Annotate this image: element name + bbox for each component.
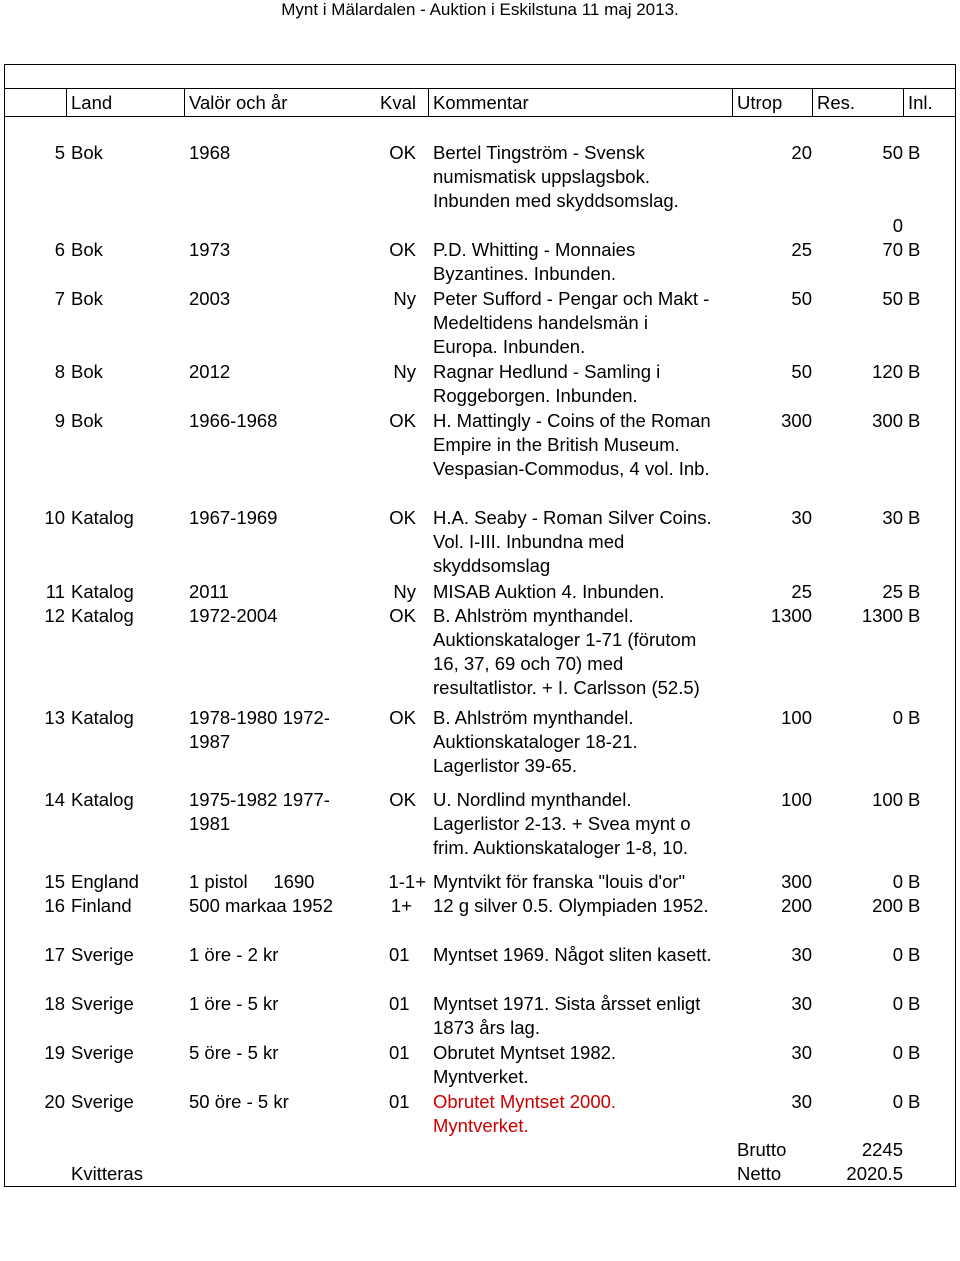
brutto-label: Brutto [737, 1139, 787, 1160]
land-cell: Katalog [71, 581, 134, 602]
comment-line: Lagerlistor 39-65. [433, 755, 577, 776]
res-cell: 30 [882, 507, 903, 528]
res-cell: 0 [892, 707, 903, 728]
kval-cell: 01 [389, 993, 410, 1014]
kval-cell: OK [389, 707, 416, 728]
res-cell: 0 [892, 1091, 903, 1112]
comment-line: B. Ahlström mynthandel. [433, 605, 634, 626]
valor-cell: 5 öre - 5 kr [189, 1042, 279, 1063]
kval-cell: OK [389, 789, 416, 810]
header-divider [184, 88, 185, 116]
land-cell: Sverige [71, 1091, 134, 1112]
res-cell: 1300 [861, 605, 903, 626]
valor-cell: 1966-1968 [189, 410, 278, 431]
comment-line: Vespasian-Commodus, 4 vol. Inb. [433, 458, 710, 479]
lot-number: 11 [45, 581, 65, 602]
lot-number: 13 [44, 707, 65, 728]
utrop-cell: 50 [791, 361, 812, 382]
lot-number: 7 [54, 288, 65, 309]
land-cell: Bok [71, 142, 103, 163]
utrop-cell: 30 [791, 1042, 812, 1063]
header-res: Res. [817, 92, 856, 113]
valor-cell: 2012 [189, 361, 231, 382]
header-valor: Valör och år [189, 92, 288, 113]
res-cell: 300 [872, 410, 903, 431]
res-cell: 50 [882, 288, 903, 309]
comment-line: Auktionskataloger 18-21. [433, 731, 638, 752]
comment-line: 12 g silver 0.5. Olympiaden 1952. [433, 895, 709, 916]
valor-cell: 50 öre - 5 kr [189, 1091, 289, 1112]
res-cell: 50 [882, 142, 903, 163]
valor-cell: 1975-1982 1977- [189, 789, 330, 810]
res-cell: 70 [882, 239, 903, 260]
lot-number: 8 [54, 361, 65, 382]
lot-number: 18 [44, 993, 65, 1014]
netto-label: Netto [737, 1163, 782, 1184]
res-cell: 0 [892, 1042, 903, 1063]
kval-cell: OK [389, 239, 416, 260]
lot-number: 19 [44, 1042, 65, 1063]
res-cell: 100 [872, 789, 903, 810]
comment-line: Roggeborgen. Inbunden. [433, 385, 638, 406]
utrop-cell: 200 [781, 895, 812, 916]
comment-line: Vol. I-III. Inbundna med [433, 531, 625, 552]
land-cell: Finland [71, 895, 132, 916]
header-divider [66, 88, 67, 116]
comment-line-highlighted: Obrutet Myntset 2000. [433, 1091, 617, 1112]
inl-cell: B [908, 605, 921, 626]
kval-cell: Ny [393, 581, 416, 602]
comment-line: Myntset 1971. Sista årsset enligt [433, 993, 701, 1014]
kval-cell: OK [389, 410, 416, 431]
comment-line: Bertel Tingström - Svensk [433, 142, 645, 163]
valor-cell: 1 öre - 2 kr [189, 944, 279, 965]
valor-cell: 1967-1969 [189, 507, 278, 528]
res-cell: 200 [872, 895, 903, 916]
kval-cell: 01 [389, 1091, 410, 1112]
lot-number: 15 [44, 871, 65, 892]
res-cell: 0 [892, 993, 903, 1014]
header-utrop: Utrop [737, 92, 783, 113]
lot-number: 12 [44, 605, 65, 626]
header-divider [732, 88, 733, 116]
inl-cell: B [908, 789, 921, 810]
comment-line-highlighted: Myntverket. [433, 1115, 529, 1136]
land-cell: Bok [71, 361, 103, 382]
inl-cell: B [908, 410, 921, 431]
comment-line: Myntverket. [433, 1066, 529, 1087]
res-cell: 25 [882, 581, 903, 602]
comment-line: H.A. Seaby - Roman Silver Coins. [433, 507, 712, 528]
kvitteras-label: Kvitteras [71, 1163, 143, 1184]
valor-cell: 1 öre - 5 kr [189, 993, 279, 1014]
valor-cell: 1973 [189, 239, 231, 260]
utrop-cell: 30 [791, 993, 812, 1014]
comment-line: Byzantines. Inbunden. [433, 263, 617, 284]
valor-cell: 2003 [189, 288, 231, 309]
kval-cell: Ny [393, 361, 416, 382]
lot-number: 20 [44, 1091, 65, 1112]
res-cell: 0 [892, 871, 903, 892]
header-divider [903, 88, 904, 116]
res-cell: 120 [872, 361, 903, 382]
utrop-cell: 300 [781, 871, 812, 892]
res-cell: 0 [892, 944, 903, 965]
land-cell: Katalog [71, 507, 134, 528]
utrop-cell: 100 [781, 707, 812, 728]
comment-line: Empire in the British Museum. [433, 434, 680, 455]
comment-line: B. Ahlström mynthandel. [433, 707, 634, 728]
comment-line: 1873 års lag. [433, 1017, 540, 1038]
comment-line: resultatlistor. + I. Carlsson (52.5) [433, 677, 700, 698]
valor-cell: 2011 [189, 581, 229, 602]
inl-cell: B [908, 1042, 921, 1063]
inl-cell: B [908, 239, 921, 260]
valor-cell: 1972-2004 [189, 605, 278, 626]
valor-cell: 500 markaa 1952 [189, 895, 333, 916]
inl-cell: B [908, 707, 921, 728]
valor-cell: 1968 [189, 142, 231, 163]
comment-line: U. Nordlind mynthandel. [433, 789, 632, 810]
kval-cell: 1-1+ [388, 871, 426, 892]
utrop-cell: 100 [781, 789, 812, 810]
land-cell: Sverige [71, 1042, 134, 1063]
inl-cell: B [908, 993, 921, 1014]
inl-cell: B [908, 507, 921, 528]
document-title: Mynt i Mälardalen - Auktion i Eskilstuna 11 maj 2013. [281, 0, 679, 19]
inl-cell: B [908, 288, 921, 309]
lot-number: 5 [54, 142, 65, 163]
land-cell: England [71, 871, 139, 892]
inl-cell: B [908, 142, 921, 163]
netto-value: 2020.5 [846, 1163, 903, 1184]
comment-line: Peter Sufford - Pengar och Makt - [433, 288, 710, 309]
land-cell: Sverige [71, 944, 134, 965]
land-cell: Bok [71, 410, 103, 431]
comment-line: Myntvikt för franska "louis d'or" [433, 871, 686, 892]
brutto-value: 2245 [861, 1139, 903, 1160]
kval-cell: 01 [389, 1042, 410, 1063]
comment-line: P.D. Whitting - Monnaies [433, 239, 636, 260]
header-top-divider [4, 88, 956, 89]
inl-cell: B [908, 361, 921, 382]
kval-cell: OK [389, 507, 416, 528]
utrop-cell: 30 [791, 944, 812, 965]
lot-number: 10 [44, 507, 65, 528]
land-cell: Katalog [71, 789, 134, 810]
header-bottom-divider [4, 116, 956, 117]
valor-cell: 1981 [189, 813, 231, 834]
inl-cell: B [908, 1091, 921, 1112]
kval-cell: Ny [393, 288, 416, 309]
utrop-cell: 1300 [770, 605, 812, 626]
land-cell: Bok [71, 288, 103, 309]
kval-cell: 1+ [390, 895, 412, 916]
utrop-cell: 30 [791, 507, 812, 528]
comment-line: numismatisk uppslagsbok. [433, 166, 650, 187]
kval-cell: 01 [389, 944, 410, 965]
header-kval: Kval [380, 92, 416, 113]
comment-line: Obrutet Myntset 1982. [433, 1042, 617, 1063]
inl-cell: B [908, 581, 921, 602]
res-extra-value: 0 [892, 215, 903, 236]
utrop-cell: 20 [791, 142, 812, 163]
land-cell: Bok [71, 239, 103, 260]
comment-line: Europa. Inbunden. [433, 336, 586, 357]
valor-cell: 1 pistol 1690 [189, 871, 315, 892]
utrop-cell: 300 [781, 410, 812, 431]
kval-cell: OK [389, 142, 416, 163]
valor-cell: 1978-1980 1972- [189, 707, 330, 728]
comment-line: frim. Auktionskataloger 1-8, 10. [433, 837, 689, 858]
land-cell: Katalog [71, 605, 134, 626]
valor-cell: 1987 [189, 731, 231, 752]
comment-line: H. Mattingly - Coins of the Roman [433, 410, 711, 431]
lot-number: 9 [54, 410, 65, 431]
utrop-cell: 25 [791, 581, 812, 602]
land-cell: Katalog [71, 707, 134, 728]
inl-cell: B [908, 895, 921, 916]
utrop-cell: 50 [791, 288, 812, 309]
inl-cell: B [908, 871, 921, 892]
utrop-cell: 25 [791, 239, 812, 260]
comment-line: skyddsomslag [433, 555, 551, 576]
header-divider [812, 88, 813, 116]
utrop-cell: 30 [791, 1091, 812, 1112]
comment-line: 16, 37, 69 och 70) med [433, 653, 624, 674]
inl-cell: B [908, 944, 921, 965]
comment-line: Medeltidens handelsmän i [433, 312, 648, 333]
comment-line: MISAB Auktion 4. Inbunden. [433, 581, 665, 602]
header-land: Land [71, 92, 113, 113]
kval-cell: OK [389, 605, 416, 626]
lot-number: 6 [54, 239, 65, 260]
lot-number: 16 [44, 895, 65, 916]
header-kommentar: Kommentar [433, 92, 529, 113]
lot-number: 14 [44, 789, 65, 810]
comment-line: Lagerlistor 2-13. + Svea mynt o [433, 813, 691, 834]
comment-line: Auktionskataloger 1-71 (förutom [433, 629, 697, 650]
comment-line: Ragnar Hedlund - Samling i [433, 361, 661, 382]
land-cell: Sverige [71, 993, 134, 1014]
comment-line: Myntset 1969. Något sliten kasett. [433, 944, 712, 965]
comment-line: Inbunden med skyddsomslag. [433, 190, 679, 211]
header-inl: Inl. [908, 92, 933, 113]
lot-number: 17 [44, 944, 65, 965]
header-divider [428, 88, 429, 116]
